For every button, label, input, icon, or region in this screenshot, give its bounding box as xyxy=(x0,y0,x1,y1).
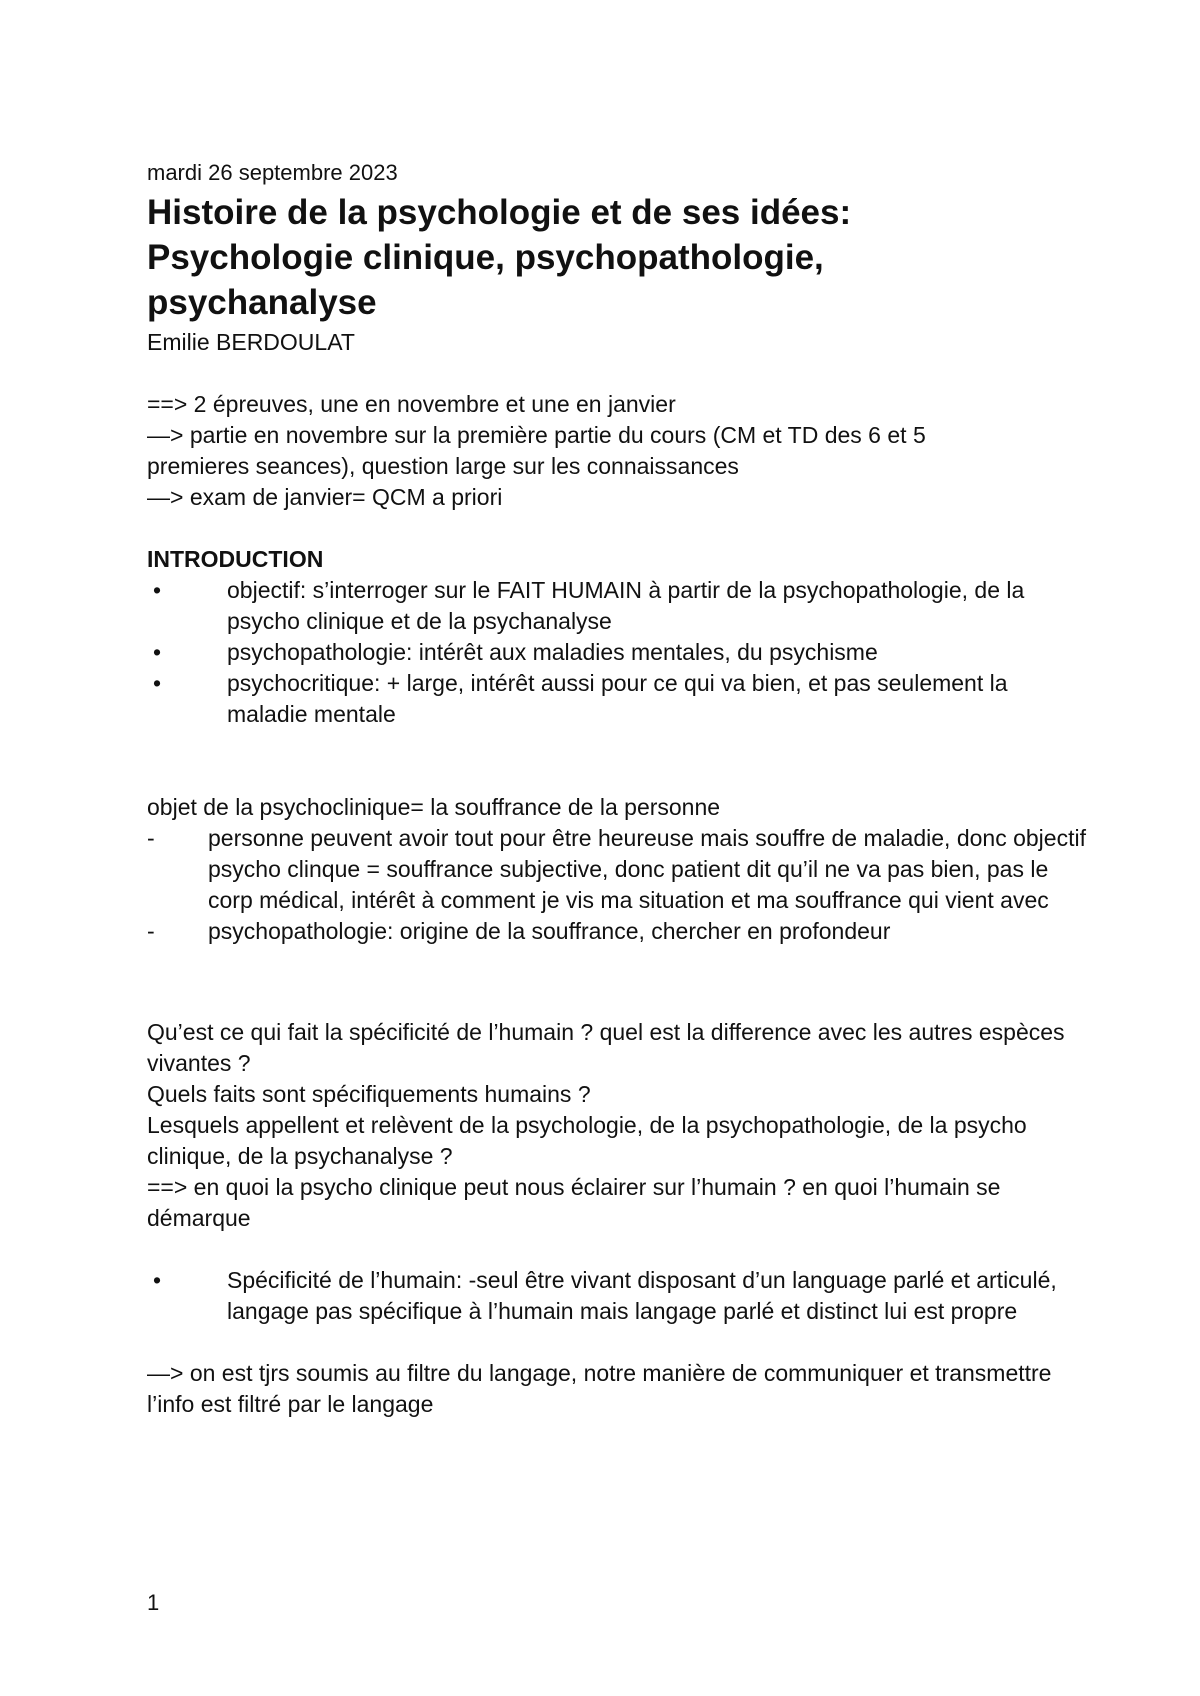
list-item-text: psychopathologie: intérêt aux maladies mentales, du psychisme xyxy=(227,639,878,665)
title-line-2: Psychologie clinique, psychopathologie, xyxy=(147,238,824,277)
question-2: Quels faits sont spécifiquements humains ? xyxy=(147,1081,591,1107)
page-number: 1 xyxy=(147,1590,160,1615)
document-author: Emilie BERDOULAT xyxy=(147,329,355,355)
list-item-text: objectif: s’interroger sur le FAIT HUMAIN à partir de la psychopathologie, de la psycho clinique et de la psychanalyse xyxy=(227,577,1025,634)
question-1: Qu’est ce qui fait la spécificité de l’humain ? quel est la difference avec les autres espèces vivantes ? xyxy=(147,1019,1065,1076)
exam-line-2: —> partie en novembre sur la première partie du cours (CM et TD des 6 et 5 xyxy=(147,422,926,448)
specificite-list xyxy=(147,1265,1087,1327)
list-item xyxy=(147,668,1087,730)
list-item-text: psychocritique: + large, intérêt aussi pour ce qui va bien, et pas seulement la maladie mentale xyxy=(227,670,1008,727)
document-page xyxy=(147,158,1087,1420)
objet-list xyxy=(147,823,1087,947)
list-item-text: psychopathologie: origine de la souffrance, chercher en profondeur xyxy=(208,918,891,944)
exam-line-3: premieres seances), question large sur les connaissances xyxy=(147,453,739,479)
list-item xyxy=(147,823,1087,916)
question-4: ==> en quoi la psycho clinique peut nous éclairer sur l’humain ? en quoi l’humain se démarque xyxy=(147,1174,1001,1231)
bullet-marker: • xyxy=(153,639,162,665)
exam-info xyxy=(147,389,1087,513)
introduction-list xyxy=(147,575,1087,730)
bullet-marker: • xyxy=(153,670,162,696)
objet-line: objet de la psychoclinique= la souffrance de la personne xyxy=(147,794,721,820)
exam-line-4: —> exam de janvier= QCM a priori xyxy=(147,484,503,510)
conclusion-line: —> on est tjrs soumis au filtre du langage, notre manière de communiquer et transmettre l’info est filtré par le langage xyxy=(147,1360,1052,1417)
dash-marker: - xyxy=(147,825,155,851)
introduction-heading: INTRODUCTION xyxy=(147,546,324,572)
list-item xyxy=(147,1265,1087,1327)
question-3: Lesquels appellent et relèvent de la psychologie, de la psychopathologie, de la psycho clinique, de la psychanalyse ? xyxy=(147,1112,1027,1169)
document-date: mardi 26 septembre 2023 xyxy=(147,160,398,185)
dash-marker: - xyxy=(147,918,155,944)
list-item-text: personne peuvent avoir tout pour être heureuse mais souffre de maladie, donc objectif psycho clinque = souffrance subjective, donc patient dit qu’il ne va pas bien, pas le corp médical, intérêt à comment je vis ma situation et ma souffrance qui vient avec xyxy=(208,825,1086,913)
bullet-marker: • xyxy=(153,1267,162,1293)
questions-block xyxy=(147,1017,1087,1234)
title-line-3: psychanalyse xyxy=(147,283,377,322)
list-item-text: Spécificité de l’humain: -seul être vivant disposant d’un language parlé et articulé, langage pas spécifique à l’humain mais langage parlé et distinct lui est propre xyxy=(227,1267,1057,1324)
list-item xyxy=(147,637,1087,668)
list-item xyxy=(147,575,1087,637)
bullet-marker: • xyxy=(153,577,162,603)
list-item xyxy=(147,916,1087,947)
title-line-1: Histoire de la psychologie et de ses idées: xyxy=(147,193,852,232)
document-title xyxy=(147,190,1087,325)
exam-line-1: ==> 2 épreuves, une en novembre et une en janvier xyxy=(147,391,676,417)
